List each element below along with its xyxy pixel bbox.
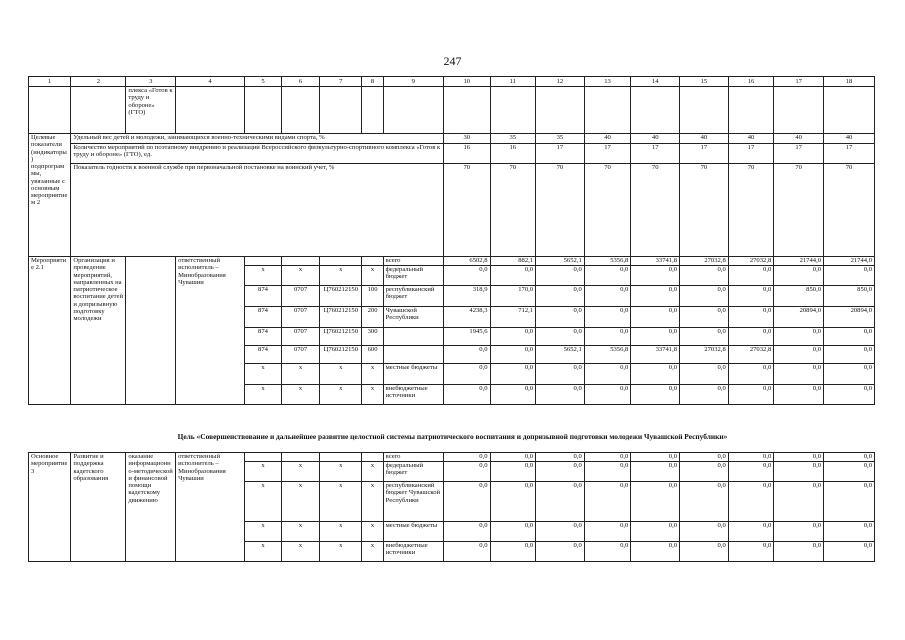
column-number: 10 — [443, 77, 490, 87]
empty-cell — [383, 87, 443, 134]
column-number: 1 — [29, 77, 71, 87]
page-number: 247 — [443, 54, 462, 68]
value-cell: 0,0 — [774, 364, 824, 385]
empty-cell — [680, 87, 729, 134]
funding-source: всего — [383, 257, 443, 266]
funding-source: внебюджетные источники — [383, 542, 443, 562]
value-cell: 0,0 — [631, 307, 680, 328]
code-cell: x — [282, 364, 320, 385]
value-cell: 6502,8 — [443, 257, 490, 266]
code-cell: x — [320, 364, 362, 385]
value-cell: 0,0 — [680, 522, 729, 542]
indicator-value: 70 — [824, 164, 875, 257]
code-cell: 0707 — [282, 346, 320, 364]
value-cell: 27032,8 — [728, 346, 774, 364]
value-cell: 0,0 — [490, 522, 536, 542]
code-cell: x — [320, 542, 362, 562]
value-cell: 33741,8 — [631, 257, 680, 266]
code-cell: x — [244, 385, 281, 405]
column-number: 8 — [362, 77, 383, 87]
value-cell: 0,0 — [490, 542, 536, 562]
funding-source: всего — [383, 453, 443, 462]
code-cell: x — [362, 266, 383, 286]
code-cell: 200 — [362, 307, 383, 328]
value-cell: 0,0 — [728, 266, 774, 286]
value-cell: 0,0 — [490, 266, 536, 286]
funding-source — [383, 328, 443, 346]
value-cell: 0,0 — [680, 307, 729, 328]
code-cell: x — [244, 462, 281, 482]
column-number: 12 — [536, 77, 585, 87]
code-cell: x — [244, 542, 281, 562]
value-cell: 882,1 — [490, 257, 536, 266]
value-cell: 0,0 — [824, 542, 875, 562]
value-cell: 0,0 — [443, 364, 490, 385]
value-cell: 0,0 — [584, 482, 631, 522]
empty-cell — [584, 87, 631, 134]
value-cell: 0,0 — [490, 385, 536, 405]
value-cell: 0,0 — [824, 266, 875, 286]
empty-cell — [824, 87, 875, 134]
code-cell: 0707 — [282, 328, 320, 346]
value-cell: 0,0 — [631, 266, 680, 286]
indicator-value: 17 — [536, 144, 585, 164]
value-cell: 0,0 — [774, 482, 824, 522]
measure-name: Организация и проведение мероприятий, направленных на патриотическое воспитание детей и допризывную подготовку молодежи — [71, 257, 126, 405]
code-cell: x — [244, 266, 281, 286]
code-cell: Ц760212150 — [320, 286, 362, 307]
value-cell: 0,0 — [536, 542, 585, 562]
value-cell: 0,0 — [490, 364, 536, 385]
indicator-value: 70 — [536, 164, 585, 257]
indicator-value: 17 — [774, 144, 824, 164]
value-cell: 0,0 — [536, 385, 585, 405]
code-cell: x — [282, 542, 320, 562]
value-cell: 0,0 — [728, 364, 774, 385]
code-cell: Ц760212150 — [320, 328, 362, 346]
indicator-text: Показатель годности к военной службе при первоначальной постановке на воинский учет, % — [71, 164, 444, 257]
value-cell: 0,0 — [680, 328, 729, 346]
value-cell: 0,0 — [631, 462, 680, 482]
code-cell: x — [362, 522, 383, 542]
code-cell: x — [362, 542, 383, 562]
indicator-value: 35 — [536, 134, 585, 144]
value-cell: 0,0 — [824, 346, 875, 364]
funding-source: республиканский бюджет — [383, 286, 443, 307]
indicator-value: 40 — [631, 134, 680, 144]
measure-activity: оказание информационно-методической и финансовой помощи кадетскому движению — [126, 453, 176, 562]
indicator-value: 17 — [631, 144, 680, 164]
indicator-row — [29, 164, 875, 257]
value-cell: 0,0 — [824, 462, 875, 482]
column-number: 3 — [126, 77, 176, 87]
empty-cell — [774, 87, 824, 134]
empty-cell — [728, 87, 774, 134]
value-cell: 0,0 — [728, 462, 774, 482]
value-cell: 0,0 — [728, 522, 774, 542]
measure-label: Мероприятие 2.1 — [29, 257, 71, 405]
column-number: 18 — [824, 77, 875, 87]
value-cell: 0,0 — [443, 462, 490, 482]
value-cell: 0,0 — [728, 286, 774, 307]
indicator-value: 40 — [774, 134, 824, 144]
value-cell: 33741,8 — [631, 346, 680, 364]
indicator-value: 35 — [490, 134, 536, 144]
indicator-value: 70 — [631, 164, 680, 257]
value-cell: 0,0 — [584, 462, 631, 482]
code-cell — [282, 257, 320, 266]
code-cell: x — [362, 462, 383, 482]
value-cell: 0,0 — [680, 364, 729, 385]
indicator-value: 70 — [443, 164, 490, 257]
indicator-value: 70 — [774, 164, 824, 257]
empty-cell — [536, 87, 585, 134]
value-cell: 20894,0 — [824, 307, 875, 328]
value-cell: 0,0 — [631, 482, 680, 522]
code-cell: 0707 — [282, 286, 320, 307]
value-cell: 0,0 — [774, 542, 824, 562]
value-cell: 27032,8 — [680, 346, 729, 364]
value-cell: 0,0 — [536, 266, 585, 286]
value-cell: 0,0 — [680, 385, 729, 405]
code-cell — [320, 453, 362, 462]
value-cell: 0,0 — [490, 482, 536, 522]
empty-cell — [71, 87, 126, 134]
measure-label: Основное мероприятие 3 — [29, 453, 71, 562]
value-cell: 5356,8 — [584, 346, 631, 364]
indicator-value: 17 — [728, 144, 774, 164]
funding-source: внебюджетные источники — [383, 385, 443, 405]
code-cell — [244, 257, 281, 266]
indicator-value: 16 — [490, 144, 536, 164]
value-cell: 27032,8 — [680, 257, 729, 266]
value-cell: 170,0 — [490, 286, 536, 307]
code-cell: x — [244, 522, 281, 542]
column-number: 9 — [383, 77, 443, 87]
main-table — [28, 76, 875, 405]
value-cell: 0,0 — [490, 346, 536, 364]
indicator-value: 70 — [680, 164, 729, 257]
value-cell: 4238,3 — [443, 307, 490, 328]
column-number: 5 — [244, 77, 281, 87]
value-cell: 0,0 — [728, 542, 774, 562]
value-cell: 5652,1 — [536, 346, 585, 364]
measure-3-table — [28, 452, 875, 562]
empty-cell — [176, 87, 245, 134]
value-cell: 0,0 — [680, 462, 729, 482]
value-cell: 0,0 — [631, 542, 680, 562]
indicator-value: 70 — [490, 164, 536, 257]
code-cell: x — [320, 462, 362, 482]
value-cell: 5652,1 — [536, 257, 585, 266]
value-cell: 0,0 — [584, 286, 631, 307]
indicator-value: 40 — [584, 134, 631, 144]
value-cell: 0,0 — [584, 453, 631, 462]
value-cell: 0,0 — [824, 482, 875, 522]
measure-3-row — [29, 453, 875, 462]
goal-heading: Цель «Совершенствование и дальнейшее развитие целостной системы патриотического воспитания и допризывной подготовки молодежи Чувашской Республики» — [177, 432, 728, 441]
indicator-value: 17 — [584, 144, 631, 164]
value-cell: 21744,0 — [824, 257, 875, 266]
gto-continuation-row — [29, 87, 875, 134]
value-cell: 712,1 — [490, 307, 536, 328]
value-cell: 0,0 — [536, 462, 585, 482]
code-cell: 874 — [244, 328, 281, 346]
value-cell: 0,0 — [774, 266, 824, 286]
code-cell: x — [362, 482, 383, 522]
value-cell: 0,0 — [728, 385, 774, 405]
value-cell: 0,0 — [631, 522, 680, 542]
code-cell: x — [320, 385, 362, 405]
empty-cell — [362, 87, 383, 134]
value-cell: 0,0 — [728, 482, 774, 522]
column-number: 17 — [774, 77, 824, 87]
value-cell: 0,0 — [631, 453, 680, 462]
value-cell: 0,0 — [443, 346, 490, 364]
empty-cell — [490, 87, 536, 134]
executor: ответственный исполнитель – Минобразования Чувашии — [176, 453, 245, 562]
value-cell: 0,0 — [490, 462, 536, 482]
value-cell: 0,0 — [824, 522, 875, 542]
empty-cell — [320, 87, 362, 134]
code-cell — [244, 453, 281, 462]
value-cell: 0,0 — [536, 364, 585, 385]
executor: ответственный исполнитель – Минобразования Чувашии — [176, 257, 245, 405]
value-cell: 0,0 — [443, 453, 490, 462]
code-cell: x — [362, 364, 383, 385]
value-cell: 0,0 — [728, 453, 774, 462]
indicator-text: Количество мероприятий по поэтапному внедрению и реализации Всероссийского физкультурно-спортивного комплекса «Готов к труду и обороне» (ГТО), ед. — [71, 144, 444, 164]
value-cell: 27032,8 — [728, 257, 774, 266]
value-cell: 0,0 — [584, 522, 631, 542]
column-number: 15 — [680, 77, 729, 87]
value-cell: 0,0 — [584, 266, 631, 286]
indicator-value: 40 — [680, 134, 729, 144]
value-cell: 0,0 — [490, 453, 536, 462]
code-cell: Ц760212150 — [320, 346, 362, 364]
code-cell — [320, 257, 362, 266]
funding-source: республиканский бюджет Чувашской Республики — [383, 482, 443, 522]
empty-cell — [443, 87, 490, 134]
code-cell: 874 — [244, 286, 281, 307]
empty-cell — [631, 87, 680, 134]
value-cell: 0,0 — [536, 453, 585, 462]
value-cell: 0,0 — [774, 522, 824, 542]
indicator-row — [29, 144, 875, 164]
code-cell: x — [320, 522, 362, 542]
gto-continuation: плекса «Готов к труду и обороне» (ГТО) — [126, 87, 176, 134]
column-number-row — [29, 77, 875, 87]
value-cell: 0,0 — [824, 453, 875, 462]
value-cell: 850,0 — [824, 286, 875, 307]
value-cell: 1945,6 — [443, 328, 490, 346]
code-cell: x — [282, 482, 320, 522]
code-cell: x — [282, 462, 320, 482]
targets-label: Целевые показатели (индикаторы) подпрограммы, увязанные с основным мероприятием 2 — [29, 134, 71, 257]
code-cell: 100 — [362, 286, 383, 307]
measure-2-1-row — [29, 257, 875, 266]
column-number: 13 — [584, 77, 631, 87]
code-cell: x — [282, 385, 320, 405]
code-cell: x — [362, 385, 383, 405]
value-cell: 0,0 — [584, 542, 631, 562]
code-cell — [282, 453, 320, 462]
indicator-value: 17 — [680, 144, 729, 164]
value-cell: 0,0 — [680, 266, 729, 286]
value-cell: 0,0 — [680, 286, 729, 307]
value-cell: 0,0 — [728, 328, 774, 346]
code-cell: x — [320, 482, 362, 522]
funding-source — [383, 346, 443, 364]
indicator-value: 40 — [728, 134, 774, 144]
code-cell: x — [282, 522, 320, 542]
value-cell: 0,0 — [774, 328, 824, 346]
code-cell: 874 — [244, 307, 281, 328]
value-cell: 0,0 — [824, 328, 875, 346]
indicator-row — [29, 134, 875, 144]
value-cell: 0,0 — [774, 462, 824, 482]
empty-cell — [282, 87, 320, 134]
value-cell: 0,0 — [824, 364, 875, 385]
value-cell: 0,0 — [631, 328, 680, 346]
funding-source: федеральный бюджет — [383, 266, 443, 286]
value-cell: 0,0 — [584, 307, 631, 328]
value-cell: 0,0 — [443, 385, 490, 405]
value-cell: 850,0 — [774, 286, 824, 307]
value-cell: 0,0 — [631, 385, 680, 405]
value-cell: 0,0 — [443, 542, 490, 562]
funding-source: федеральный бюджет — [383, 462, 443, 482]
funding-source: местные бюджеты — [383, 364, 443, 385]
code-cell: 300 — [362, 328, 383, 346]
column-number: 2 — [71, 77, 126, 87]
funding-source: Чувашской Республики — [383, 307, 443, 328]
indicator-value: 70 — [584, 164, 631, 257]
value-cell: 0,0 — [584, 328, 631, 346]
column-number: 4 — [176, 77, 245, 87]
value-cell: 0,0 — [443, 522, 490, 542]
empty-cell — [244, 87, 281, 134]
value-cell: 20894,0 — [774, 307, 824, 328]
code-cell: x — [320, 266, 362, 286]
value-cell: 0,0 — [680, 482, 729, 522]
code-cell: 600 — [362, 346, 383, 364]
column-number: 6 — [282, 77, 320, 87]
indicator-value: 17 — [824, 144, 875, 164]
column-number: 11 — [490, 77, 536, 87]
value-cell: 0,0 — [490, 328, 536, 346]
value-cell: 0,0 — [774, 346, 824, 364]
column-number: 14 — [631, 77, 680, 87]
value-cell: 0,0 — [536, 307, 585, 328]
value-cell: 0,0 — [680, 453, 729, 462]
value-cell: 0,0 — [443, 482, 490, 522]
code-cell: Ц760212150 — [320, 307, 362, 328]
code-cell — [362, 257, 383, 266]
code-cell: x — [282, 266, 320, 286]
code-cell: x — [244, 364, 281, 385]
indicator-text: Удельный вес детей и молодежи, занимающихся военно-техническими видами спорта, % — [71, 134, 444, 144]
value-cell: 0,0 — [728, 307, 774, 328]
value-cell: 0,0 — [536, 328, 585, 346]
code-cell: 874 — [244, 346, 281, 364]
value-cell: 0,0 — [824, 385, 875, 405]
code-cell: x — [244, 482, 281, 522]
value-cell: 0,0 — [584, 364, 631, 385]
value-cell: 21744,0 — [774, 257, 824, 266]
value-cell: 0,0 — [536, 286, 585, 307]
column-number: 16 — [728, 77, 774, 87]
indicator-value: 30 — [443, 134, 490, 144]
empty-cell — [126, 257, 176, 405]
indicator-value: 40 — [824, 134, 875, 144]
code-cell: 0707 — [282, 307, 320, 328]
indicator-value: 70 — [728, 164, 774, 257]
empty-cell — [29, 87, 71, 134]
funding-source: местные бюджеты — [383, 522, 443, 542]
column-number: 7 — [320, 77, 362, 87]
code-cell — [362, 453, 383, 462]
value-cell: 0,0 — [536, 482, 585, 522]
value-cell: 0,0 — [536, 522, 585, 542]
value-cell: 0,0 — [631, 364, 680, 385]
indicator-value: 16 — [443, 144, 490, 164]
value-cell: 0,0 — [443, 266, 490, 286]
value-cell: 0,0 — [774, 453, 824, 462]
value-cell: 0,0 — [680, 542, 729, 562]
value-cell: 318,9 — [443, 286, 490, 307]
value-cell: 0,0 — [631, 286, 680, 307]
value-cell: 0,0 — [774, 385, 824, 405]
value-cell: 5356,8 — [584, 257, 631, 266]
value-cell: 0,0 — [584, 385, 631, 405]
measure-name: Развитие и поддержка кадетского образования — [71, 453, 126, 562]
